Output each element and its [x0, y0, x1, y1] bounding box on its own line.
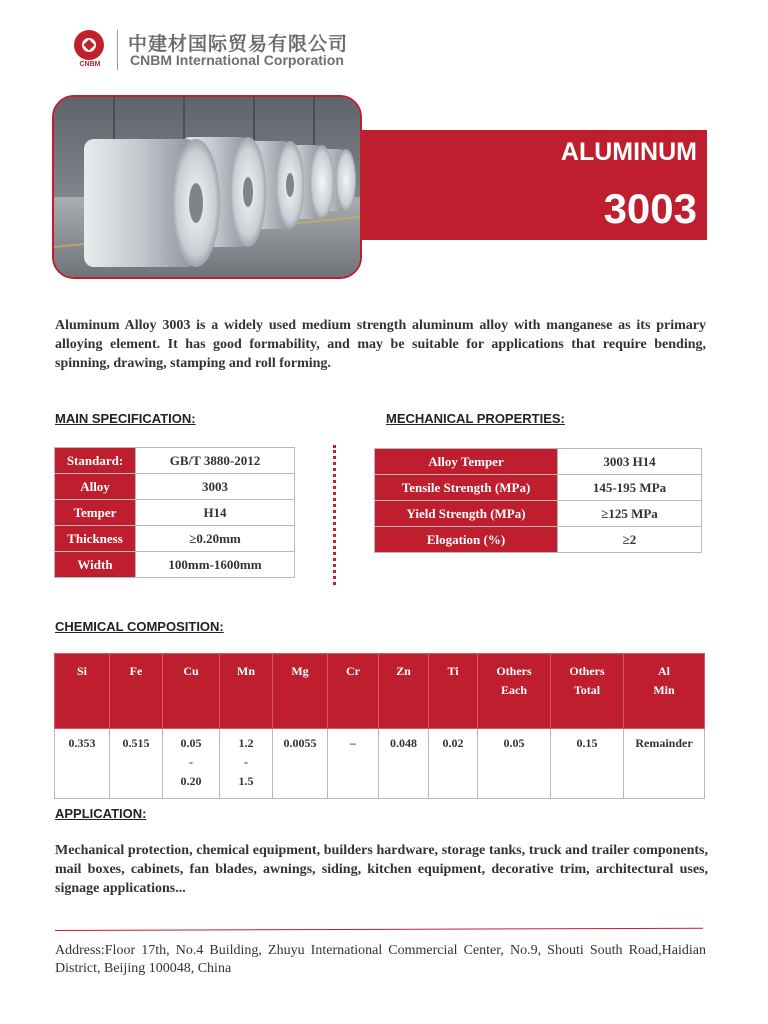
spec-label: Alloy	[55, 474, 136, 500]
element-header: Si	[55, 654, 110, 729]
spec-label: Standard:	[55, 448, 136, 474]
table-row	[55, 729, 705, 799]
property-label: Yield Strength (MPa)	[375, 501, 558, 527]
composition-value: 0.515	[110, 729, 163, 799]
composition-value: 0.0055	[273, 729, 328, 799]
dotted-divider	[333, 445, 336, 585]
property-value: ≥125 MPa	[558, 501, 702, 527]
property-value: ≥2	[558, 527, 702, 553]
element-header: Others Total	[551, 654, 624, 729]
property-value: 145-195 MPa	[558, 475, 702, 501]
composition-value: 1.2 - 1.5	[220, 729, 273, 799]
application-heading: APPLICATION:	[55, 806, 147, 821]
element-header: Mn	[220, 654, 273, 729]
table-row	[55, 474, 295, 500]
table-row	[375, 475, 702, 501]
element-header: Zn	[379, 654, 429, 729]
mechanical-properties-heading: MECHANICAL PROPERTIES:	[386, 411, 565, 426]
company-name-english: CNBM International Corporation	[130, 52, 344, 68]
spec-value: H14	[136, 500, 295, 526]
mechanical-properties-table	[374, 448, 702, 553]
table-row	[375, 449, 702, 475]
table-row	[375, 527, 702, 553]
spec-value: GB/T 3880-2012	[136, 448, 295, 474]
table-row	[55, 448, 295, 474]
spec-value: 100mm-1600mm	[136, 552, 295, 578]
composition-value: 0.15	[551, 729, 624, 799]
main-spec-heading: MAIN SPECIFICATION:	[55, 411, 196, 426]
element-header: Others Each	[478, 654, 551, 729]
element-header: Cr	[328, 654, 379, 729]
spec-label: Width	[55, 552, 136, 578]
property-value: 3003 H14	[558, 449, 702, 475]
chemical-composition-table	[54, 653, 705, 799]
property-label: Elogation (%)	[375, 527, 558, 553]
table-row	[375, 501, 702, 527]
composition-value: –	[328, 729, 379, 799]
table-header-row	[55, 654, 705, 729]
composition-value: 0.05 - 0.20	[163, 729, 220, 799]
element-header: Mg	[273, 654, 328, 729]
cnbm-logo-icon	[74, 30, 104, 60]
application-paragraph: Mechanical protection, chemical equipment, builders hardware, storage tanks, truck and trailer components, mail boxes, cabinets, fan blades, awnings, siding, kitchen equipment, decorative trim, architectural uses, signage applications...	[55, 843, 708, 896]
chemical-composition-heading: CHEMICAL COMPOSITION:	[55, 619, 224, 634]
product-title: ALUMINUM	[560, 138, 697, 166]
aluminum-coils-photo	[52, 95, 362, 279]
logo-abbreviation: CNBM	[79, 61, 101, 68]
composition-value: Remainder	[624, 729, 705, 799]
composition-value: 0.02	[429, 729, 478, 799]
element-header: Fe	[110, 654, 163, 729]
logo-divider	[117, 30, 118, 70]
table-row	[55, 552, 295, 578]
element-header: Ti	[429, 654, 478, 729]
element-header: Al Min	[624, 654, 705, 729]
footer-address: Address:Floor 17th, No.4 Building, Zhuyu International Commercial Center, No.9, Shouti South Road,Haidian District, Beijing 100048, China	[55, 943, 706, 976]
company-name-chinese: 中建材国际贸易有限公司	[128, 33, 349, 55]
property-label: Alloy Temper	[375, 449, 558, 475]
property-label: Tensile Strength (MPa)	[375, 475, 558, 501]
spec-label: Temper	[55, 500, 136, 526]
element-header: Cu	[163, 654, 220, 729]
main-spec-table	[54, 447, 295, 578]
composition-value: 0.05	[478, 729, 551, 799]
spec-label: Thickness	[55, 526, 136, 552]
intro-paragraph: Aluminum Alloy 3003 is a widely used medium strength aluminum alloy with manganese as its primary alloying element. It has good formability, and may be suitable for applications that require bending, spinning, drawing, stamping and roll forming.	[55, 318, 706, 371]
composition-value: 0.048	[379, 729, 429, 799]
product-grade: 3003	[603, 185, 697, 232]
spec-value: 3003	[136, 474, 295, 500]
table-row	[55, 526, 295, 552]
spec-value: ≥0.20mm	[136, 526, 295, 552]
composition-value: 0.353	[55, 729, 110, 799]
table-row	[55, 500, 295, 526]
footer-divider	[55, 928, 703, 931]
